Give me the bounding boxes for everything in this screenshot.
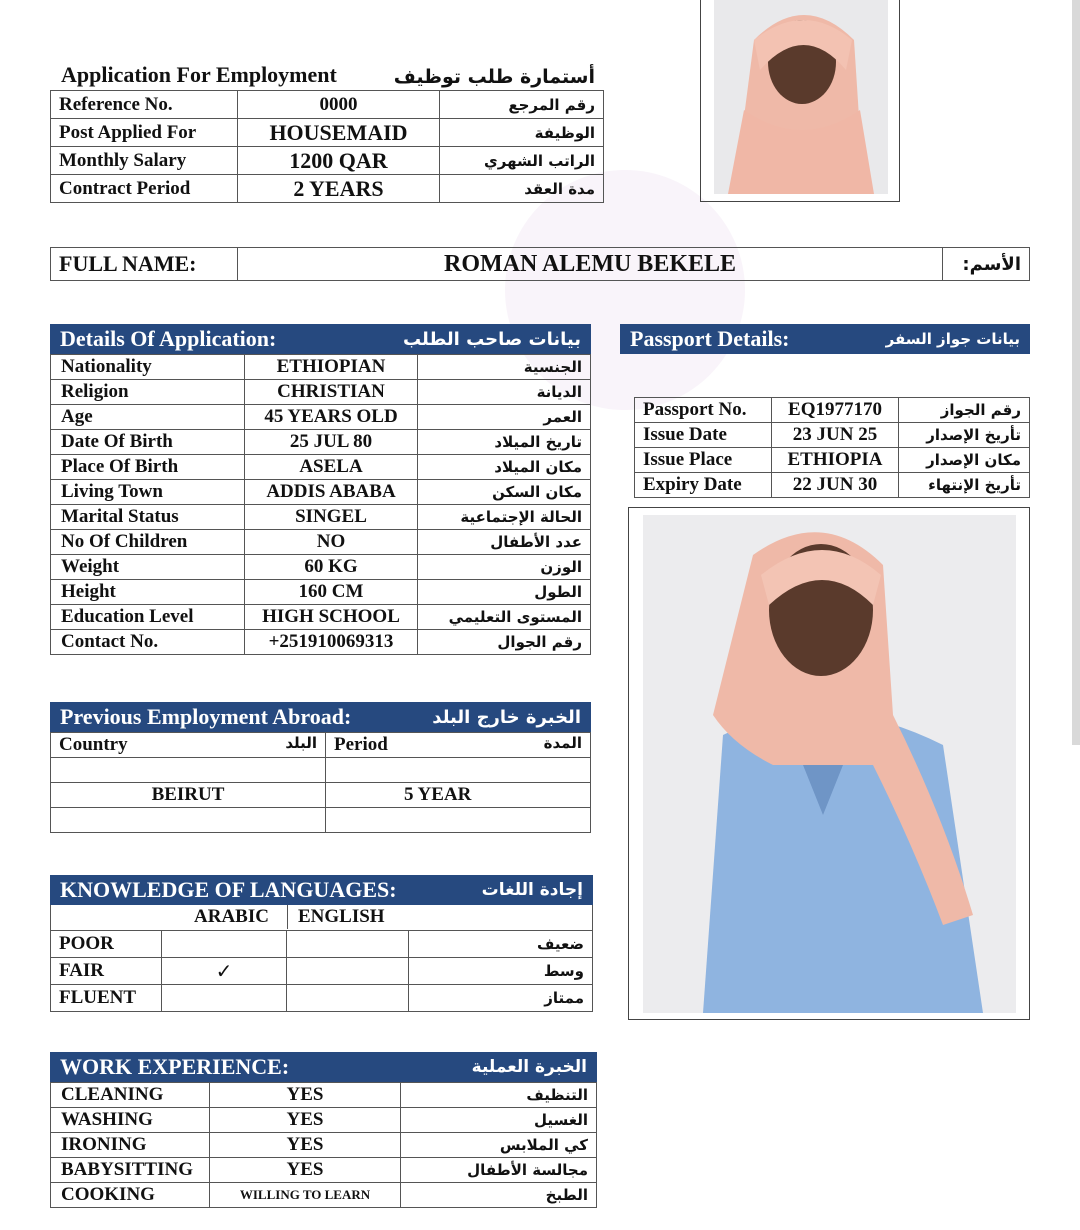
previous-table [50,732,591,833]
work-label-ar: الغسيل [401,1108,597,1133]
language-level-ar: وسط [409,958,593,985]
scrollbar[interactable] [1072,0,1080,745]
details-row [51,555,591,580]
details-value: ETHIOPIAN [245,355,418,380]
details-row [51,605,591,630]
previous-country: BEIRUT [51,783,326,808]
details-row [51,455,591,480]
full-photo-frame [628,507,1030,1020]
application-title-row [50,62,605,88]
language-english-mark [287,985,409,1012]
passport-label: Expiry Date [635,473,772,498]
work-label-ar: الطبخ [401,1183,597,1208]
details-title-ar: بيانات صاحب الطلب [402,328,581,350]
application-value: 2 YEARS [238,175,440,203]
details-label: No Of Children [51,530,245,555]
application-row [51,119,604,147]
passport-label: Issue Place [635,448,772,473]
details-value: HIGH SCHOOL [245,605,418,630]
application-label: Post Applied For [51,119,238,147]
details-label-ar: مكان الميلاد [418,455,591,480]
work-label-ar: مجالسة الأطفال [401,1158,597,1183]
language-level-ar: ممتاز [409,985,593,1012]
languages-col-divider [287,905,288,929]
languages-row [51,958,593,985]
application-title: Application For Employment [61,62,337,87]
passport-row [635,473,1030,498]
details-label-ar: الحالة الإجتماعية [418,505,591,530]
application-row [51,175,604,203]
language-level: FLUENT [51,985,162,1012]
passport-label-ar: تأريخ الإنتهاء [899,473,1030,498]
details-label-ar: مكان السكن [418,480,591,505]
languages-col-english: ENGLISH [298,906,385,927]
languages-title-ar: إجادة اللغات [481,880,583,900]
details-label: Nationality [51,355,245,380]
details-value: 60 KG [245,555,418,580]
full-name-label-ar: الأسم: [943,248,1030,281]
work-table [50,1082,597,1208]
details-value: CHRISTIAN [245,380,418,405]
work-title-ar: الخبرة العملية [471,1057,587,1077]
previous-header [50,702,591,732]
passport-value: ETHIOPIA [772,448,899,473]
details-label-ar: عدد الأطفال [418,530,591,555]
work-row [51,1108,597,1133]
details-row [51,355,591,380]
language-level-ar: ضعيف [409,931,593,958]
details-label-ar: الجنسية [418,355,591,380]
work-value: YES [210,1158,401,1183]
work-header [50,1052,597,1082]
details-value: +251910069313 [245,630,418,655]
application-label: Monthly Salary [51,147,238,175]
passport-label-ar: رقم الجواز [899,398,1030,423]
passport-label-ar: مكان الإصدار [899,448,1030,473]
details-value: 25 JUL 80 [245,430,418,455]
details-label-ar: الديانة [418,380,591,405]
work-value: WILLING TO LEARN [210,1183,401,1208]
details-label: Date Of Birth [51,430,245,455]
language-level: FAIR [51,958,162,985]
details-label-ar: رقم الجوال [418,630,591,655]
passport-row [635,398,1030,423]
application-title-ar: أستمارة طلب توظيف [393,66,595,88]
languages-col-arabic: ARABIC [194,906,269,927]
work-row [51,1183,597,1208]
work-label: IRONING [51,1133,210,1158]
passport-label: Issue Date [635,423,772,448]
details-label: Place Of Birth [51,455,245,480]
application-label: Contract Period [51,175,238,203]
passport-label: Passport No. [635,398,772,423]
work-title: WORK EXPERIENCE: [60,1054,290,1079]
passport-value: 22 JUN 30 [772,473,899,498]
details-label: Living Town [51,480,245,505]
details-row [51,380,591,405]
details-value: 160 CM [245,580,418,605]
details-label-ar: الطول [418,580,591,605]
work-label: CLEANING [51,1083,210,1108]
languages-row [51,931,593,958]
details-label: Height [51,580,245,605]
languages-row [51,985,593,1012]
application-table [50,90,604,203]
language-english-mark [287,931,409,958]
previous-col-period: Period المدة [326,733,591,758]
language-english-mark [287,958,409,985]
application-label-ar: رقم المرجع [440,91,604,119]
languages-title: KNOWLEDGE OF LANGUAGES: [60,877,397,902]
application-row [51,147,604,175]
details-title: Details Of Application: [60,326,277,351]
work-value: YES [210,1083,401,1108]
passport-title: Passport Details: [630,326,790,351]
details-label: Age [51,405,245,430]
previous-period: 5 YEAR [326,783,591,808]
work-row [51,1158,597,1183]
work-label: WASHING [51,1108,210,1133]
details-row [51,480,591,505]
passport-row [635,423,1030,448]
full-name-table [50,247,1030,281]
passport-label-ar: تأريخ الإصدار [899,423,1030,448]
language-level: POOR [51,931,162,958]
details-value: ASELA [245,455,418,480]
details-header [50,324,591,354]
work-label-ar: التنظيف [401,1083,597,1108]
full-name-label: FULL NAME: [51,248,238,281]
work-row [51,1083,597,1108]
details-label-ar: العمر [418,405,591,430]
application-row [51,91,604,119]
passport-value: EQ1977170 [772,398,899,423]
previous-col-country: Country البلد [51,733,326,758]
work-label: COOKING [51,1183,210,1208]
passport-title-ar: بيانات جواز السفر [885,330,1020,348]
language-arabic-mark [162,985,287,1012]
details-label: Contact No. [51,630,245,655]
details-value: ADDIS ABABA [245,480,418,505]
languages-subheader [50,905,593,931]
application-value: 0000 [238,91,440,119]
languages-table [50,930,593,1012]
work-label-ar: كي الملابس [401,1133,597,1158]
details-row [51,430,591,455]
work-value: YES [210,1108,401,1133]
details-label: Weight [51,555,245,580]
details-value: NO [245,530,418,555]
details-label: Marital Status [51,505,245,530]
passport-header [620,324,1030,354]
details-label-ar: المستوى التعليمي [418,605,591,630]
top-photo-frame [700,0,900,202]
previous-title-ar: الخبرة خارج البلد [432,706,581,728]
previous-title: Previous Employment Abroad: [60,704,352,729]
work-value: YES [210,1133,401,1158]
full-body-photo [643,515,1016,1013]
application-value: 1200 QAR [238,147,440,175]
passport-value: 23 JUN 25 [772,423,899,448]
language-arabic-mark [162,931,287,958]
details-row [51,505,591,530]
details-row [51,580,591,605]
languages-header [50,875,593,905]
details-label: Religion [51,380,245,405]
details-value: SINGEL [245,505,418,530]
passport-row [635,448,1030,473]
application-label-ar: مدة العقد [440,175,604,203]
details-row [51,630,591,655]
full-name-value: ROMAN ALEMU BEKELE [238,248,943,281]
details-row [51,530,591,555]
application-label: Reference No. [51,91,238,119]
details-row [51,405,591,430]
passport-table [634,397,1030,498]
work-row [51,1133,597,1158]
details-value: 45 YEARS OLD [245,405,418,430]
work-label: BABYSITTING [51,1158,210,1183]
application-label-ar: الراتب الشهري [440,147,604,175]
application-label-ar: الوظيفة [440,119,604,147]
application-value: HOUSEMAID [238,119,440,147]
details-label: Education Level [51,605,245,630]
details-label-ar: الوزن [418,555,591,580]
portrait-photo [714,0,888,194]
details-table [50,354,591,655]
language-arabic-mark: ✓ [162,958,287,985]
details-label-ar: تاريخ الميلاد [418,430,591,455]
